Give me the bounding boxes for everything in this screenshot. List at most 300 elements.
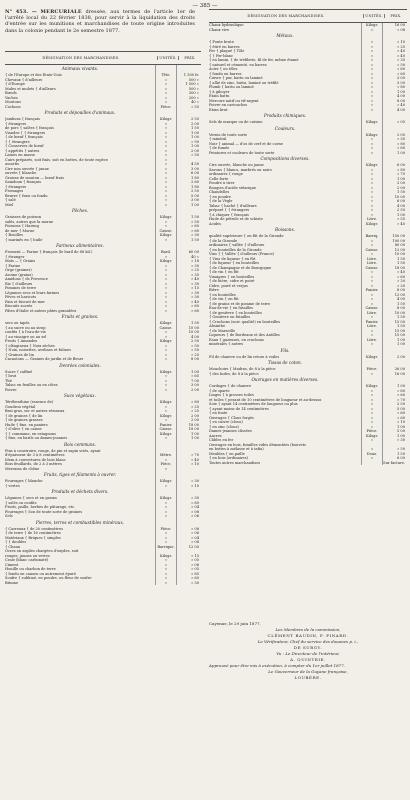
item-unit: » (155, 176, 176, 181)
item-unit: » (155, 467, 176, 472)
section-heading (209, 226, 407, 234)
item-label: Plomb { battu ou laminé (209, 85, 254, 89)
item-label: { étranger (5, 254, 25, 259)
item-unit: » (361, 28, 382, 33)
item-label: { { commune, en estagnons (5, 431, 56, 436)
item-label: Ocres en argiles chargées d'oxydes, soit (5, 549, 79, 553)
item-price: 1 50 (176, 321, 201, 326)
item-unit: » (361, 90, 382, 95)
item-unit (361, 125, 382, 133)
item-unit (155, 362, 176, 370)
item-unit: » (155, 291, 176, 296)
item-unit: » (155, 153, 176, 158)
item-unit: » (155, 87, 176, 92)
item-price: 1 50 (382, 190, 407, 195)
item-label: Brai gras, sec et autres résineux (5, 409, 65, 413)
item-label: { de bœuf { français (5, 135, 43, 139)
governor-label: Le Gouverneur de la Guyane française, (268, 669, 348, 674)
item-unit: » (361, 213, 382, 218)
item-unit: » (361, 99, 382, 104)
item-label: Froment — Farine { français (le baril de 88 kil.) (5, 250, 93, 254)
item-label: Fourrages { Son de toute sorte de graines (5, 509, 83, 514)
item-unit: » (361, 204, 382, 209)
item-label: { en cuivre (clous) (209, 420, 243, 424)
item-label: Huile de pétrole et de schiste (209, 217, 263, 221)
item-price: 4 00 (382, 94, 407, 99)
item-label: { Conserves de bœuf (5, 144, 44, 148)
item-unit: Pièce. (361, 367, 382, 372)
item-price: » 05 (176, 567, 201, 572)
item-unit: » (361, 239, 382, 244)
item-unit: » (361, 297, 382, 302)
item-price: 2 00 (176, 418, 201, 423)
item-unit: » (155, 149, 176, 154)
item-unit: » (155, 405, 176, 410)
item-price: » 80 (382, 168, 407, 173)
item-label: { brut (5, 374, 17, 378)
item-price: 2 00 (176, 388, 201, 393)
item-price: 1 00 (382, 177, 407, 182)
item-price: 2 00 (382, 133, 407, 138)
section-title: Boissons. (275, 227, 295, 232)
item-label: { de terre { de 16 centimètres (5, 531, 61, 535)
item-price: » 40 (382, 222, 407, 227)
item-unit: Baril. (155, 250, 176, 255)
item-price: 15 00 (382, 333, 407, 338)
item-price: » 50 (176, 153, 201, 158)
item-unit: » (361, 72, 382, 77)
section-heading (5, 392, 201, 400)
item-price: » 05 (382, 120, 407, 125)
item-price: 1 00 (382, 338, 407, 343)
item-unit: Kilogr. (361, 163, 382, 168)
item-label: Cuivre { pur, battu ou laminé (209, 76, 263, 80)
item-unit: Kilogr. (155, 554, 176, 559)
item-price: » 55 (382, 217, 407, 222)
item-label: { de l'Europe et des États-Unis (5, 73, 62, 77)
item-unit (155, 519, 176, 527)
item-label: Ancres (209, 433, 222, 438)
item-unit: Kilogr. (361, 222, 382, 227)
seen-label: Vu : Le Directeur de l'intérieur, (276, 651, 340, 656)
item-unit: » (361, 67, 382, 72)
item-price: 5 00 (176, 194, 201, 199)
item-unit: » (155, 514, 176, 519)
item-price: » 20 (382, 284, 407, 289)
item-price: » 35 (382, 58, 407, 63)
item-price: » 30 (176, 264, 201, 269)
item-unit: » (361, 279, 382, 284)
table-header (5, 51, 201, 65)
item-label: { de bière, cidre et poiré (209, 279, 255, 283)
item-price: 2 50 (176, 339, 201, 344)
section-heading (209, 112, 407, 120)
item-label: { de vin { en fût (209, 297, 239, 301)
item-label: Câbles en fer (209, 438, 234, 442)
item-unit: Kilogr. (155, 233, 176, 238)
item-unit: » (361, 108, 382, 113)
item-label: { à chiquer { français (209, 212, 249, 217)
item-price: » 30 (382, 438, 407, 443)
item-unit: » (155, 189, 176, 194)
item-price: 1 50 (176, 215, 201, 220)
item-label: Soufre { sublimé, en poudre, ou fleur de soufre (5, 576, 92, 580)
item-label: Cire ouvrée, blanche ou jaune (209, 163, 264, 167)
item-price: » 25 (176, 353, 201, 358)
item-unit: Kilogr. (155, 496, 176, 501)
item-unit: » (155, 418, 176, 423)
item-label: Thé (5, 378, 12, 383)
item-price: » 25 (176, 405, 201, 410)
table-row (5, 581, 201, 586)
item-unit: » (361, 329, 382, 334)
item-unit: Kilogr. (155, 414, 176, 419)
item-unit: Kilogr. (155, 339, 176, 344)
section-title: Compositions diverses. (260, 156, 310, 161)
item-label: Mouchoirs { Madras, de 8 à la pièce (209, 367, 276, 371)
item-unit: » (361, 411, 382, 416)
item-price: » 20 (382, 279, 407, 284)
item-price: 8 00 (382, 99, 407, 104)
item-unit: » (155, 162, 176, 167)
item-unit: » (155, 180, 176, 185)
item-unit: Pièce. (155, 105, 176, 110)
item-price: » 10 (382, 40, 407, 45)
item-label: Poivre en cartouches (209, 103, 248, 107)
item-unit: » (361, 94, 382, 99)
item-label: { de la Vègle (209, 199, 233, 203)
item-price: 1 00 (382, 213, 407, 218)
item-label: Poissons { Hareng (5, 224, 39, 228)
item-price: 8 00 (176, 357, 201, 362)
item-unit (155, 242, 176, 250)
item-unit: Caisse. (155, 427, 176, 432)
item-label: Avoine (grains) (5, 272, 33, 277)
item-unit: » (361, 58, 382, 63)
item-label: { étiré en barres (209, 44, 240, 49)
item-unit: » (155, 330, 176, 335)
item-unit: » (361, 275, 382, 280)
item-price: » 60 (176, 229, 201, 234)
item-label: Linges { à grosses toiles (209, 393, 254, 397)
item-price: 80 00 (382, 243, 407, 248)
item-unit: » (155, 268, 176, 273)
item-unit (155, 207, 176, 215)
item-price: » 30 (176, 581, 201, 586)
item-price: 16 00 (382, 372, 407, 377)
section-heading (5, 441, 201, 449)
item-unit: » (155, 96, 176, 101)
item-unit: Kilogr. (361, 133, 382, 138)
item-label: { de la Gironde (209, 238, 238, 243)
item-price: 16 00 (382, 23, 407, 28)
item-label: Chandelles (209, 190, 230, 194)
item-price: 12 00 (382, 293, 407, 298)
item-unit (361, 347, 382, 355)
item-unit: » (361, 284, 382, 289)
item-price: » 08 (176, 527, 201, 532)
item-unit: Caisse. (361, 248, 382, 253)
item-price (176, 488, 201, 496)
section-title: Pêches. (71, 208, 89, 213)
item-price: » 15 (176, 286, 201, 291)
item-unit: » (155, 484, 176, 489)
item-unit: » (155, 220, 176, 225)
section-title: Métaux. (276, 33, 294, 38)
item-unit: Kilogr. (361, 23, 382, 28)
item-price: 1 00 (176, 144, 201, 149)
item-label: Chaux hydraulique (209, 23, 244, 27)
section-heading (209, 359, 407, 367)
verifier-label: Le Vérificateur, Chef du service des douanes p. i., (257, 639, 359, 644)
item-unit: Caisse. (155, 229, 176, 234)
item-unit: » (155, 144, 176, 149)
item-label: { marinés en { huile (5, 237, 43, 242)
item-unit: » (155, 224, 176, 229)
item-label: Jambons { français (5, 117, 40, 121)
item-price (176, 65, 201, 73)
item-price: » 30 (176, 479, 201, 484)
item-price: » 18 (176, 259, 201, 264)
item-price: 1 50 (382, 315, 407, 320)
item-price: 1 00 (176, 432, 201, 437)
item-label: Sels de marque ou de cuisine (209, 120, 263, 124)
item-unit: » (155, 140, 176, 145)
item-label: Poivre (5, 387, 17, 392)
item-label: { au sucre ou au sirop (5, 325, 46, 330)
item-unit: » (361, 333, 382, 338)
item-price: » 70 (382, 172, 407, 177)
item-price: » 60 (176, 224, 201, 229)
item-unit: » (155, 505, 176, 510)
item-price: 3 00 (176, 383, 201, 388)
item-unit: Pièce. (361, 429, 382, 434)
item-label: de mer { Morue (5, 228, 35, 233)
section-heading (209, 155, 407, 163)
item-label: { oléagineux { Noix sèches (5, 343, 55, 348)
item-price: 1 00 (176, 436, 201, 441)
item-label: Cidre, poiré et verjus (209, 283, 248, 288)
item-label: Vernis de toute sorte (209, 132, 248, 137)
item-price: 5 00 (382, 407, 407, 412)
item-label: Bougies d'acide stéarique (209, 185, 257, 190)
item-unit: » (361, 438, 382, 443)
item-price: 500 » (176, 78, 201, 83)
item-unit: Kilogr. (155, 117, 176, 122)
item-label: Laines en masse (5, 153, 36, 157)
item-price (382, 112, 407, 120)
item-unit: » (361, 398, 382, 403)
item-unit: » (361, 186, 382, 191)
item-unit (155, 488, 176, 496)
item-label: Pain et biscuit de mer (5, 299, 45, 304)
item-unit: Kilogr. (361, 355, 382, 360)
item-unit: » (155, 567, 176, 572)
section-title: Fruits et graines. (61, 314, 99, 319)
item-label: { { doubles (5, 540, 27, 544)
item-price: 3 00 (176, 167, 201, 172)
item-price: » 85 (176, 572, 201, 577)
item-label: Colle forte (209, 176, 229, 181)
item-unit: Kilogr. (155, 479, 176, 484)
item-price: 4 00 (176, 335, 201, 340)
item-label: Chevaux { d'ailleurs (5, 77, 43, 82)
item-label: préparé { { étrangers (209, 208, 250, 212)
section-title: Tissus de coton. (267, 360, 303, 365)
item-label: { Genièvre en futailles (209, 315, 251, 319)
item-price: » 60 (382, 67, 407, 72)
section-title: Produits et déchets divers. (51, 489, 109, 494)
item-label: Sels (5, 514, 13, 518)
item-unit: » (361, 81, 382, 86)
item-unit: Tête. (155, 73, 176, 78)
item-label: { de genièvre { en bouteilles (209, 310, 262, 315)
item-unit: » (155, 581, 176, 586)
item-price: 6 00 (176, 171, 201, 176)
item-unit: » (155, 135, 176, 140)
item-price: 1 80 (176, 176, 201, 181)
item-label: Fourrages { blanche (5, 479, 43, 483)
item-price: » 30 (176, 282, 201, 287)
item-unit: Kilogr. (361, 384, 382, 389)
item-unit: » (155, 558, 176, 563)
item-price: » 40 (176, 300, 201, 305)
item-unit: » (361, 389, 382, 394)
item-label: { étrangers (5, 121, 27, 126)
item-price: 4 00 (382, 297, 407, 302)
item-label: { en bois (ordinaires) (209, 456, 249, 460)
item-price: 200 » (176, 96, 201, 101)
item-price (382, 347, 407, 355)
item-price: 1 50 (176, 126, 201, 131)
item-price: 18 00 (176, 423, 201, 428)
item-price: 1 00 (176, 135, 201, 140)
item-price: » 40 (382, 54, 407, 59)
item-label: Ciment (5, 562, 19, 567)
section-title: Bois communs. (63, 441, 97, 447)
item-label: { de fumée (209, 146, 230, 150)
item-unit: » (361, 146, 382, 151)
item-label: { Carreaux { de 20 centimètres (5, 526, 63, 531)
item-label: { Vins de liqueur { en fût (209, 256, 256, 261)
item-unit: Litre. (361, 338, 382, 343)
item-price: 1 500 fr. (176, 73, 201, 78)
item-label: d'épaisseur de 3 à 8 centimètres (5, 453, 65, 457)
item-label: Bœufs (5, 91, 17, 95)
item-price (176, 242, 201, 250)
item-unit: » (155, 167, 176, 172)
item-label: Pommes de terre (5, 286, 37, 290)
item-price: » 65 (176, 374, 201, 379)
item-price: 3 00 (382, 81, 407, 86)
item-price: » 05 (176, 558, 201, 563)
item-unit: » (155, 295, 176, 300)
item-unit: Kilogr. (155, 215, 176, 220)
item-label: { de Marseille (209, 328, 236, 333)
item-label: Soie { ayant 14 centimètres de longueur ou plus (209, 402, 298, 406)
page-number: — 385 — (192, 3, 218, 9)
item-price: » 60 (382, 275, 407, 280)
item-label: Légumes secs et leurs farines (5, 290, 60, 295)
item-unit: » (361, 372, 382, 377)
item-unit: Litre. (361, 257, 382, 262)
item-unit: » (361, 85, 382, 90)
item-label: { Graines de lin (5, 352, 34, 357)
item-label: { en lamin. { de tréfilerie, fil de fer, même étamé (209, 58, 299, 62)
item-unit: » (361, 302, 382, 307)
item-label: Bitume (5, 580, 19, 585)
item-label: Miel (5, 202, 14, 207)
item-label: Peintures et couleurs de toute sorte (209, 150, 275, 155)
item-unit: Kilogr. (155, 400, 176, 405)
table-header (209, 9, 407, 23)
item-label: Maïs — { Grains (5, 259, 36, 263)
item-unit: Kilogr. (155, 259, 176, 264)
section-heading (5, 109, 201, 117)
item-price: 4 00 (382, 108, 407, 113)
item-label: Craie (blanc carbonaté) (5, 558, 49, 562)
item-unit (155, 392, 176, 400)
item-unit (361, 112, 382, 120)
item-price: 1 00 (382, 151, 407, 156)
item-label: ouvrée { blanche (5, 171, 37, 175)
item-label: Absinthe (209, 324, 226, 328)
item-price: » 06 (176, 563, 201, 568)
item-price: » 10 (176, 462, 201, 467)
item-price (382, 226, 407, 234)
table-body (5, 65, 201, 585)
item-unit: Panier. (361, 288, 382, 293)
item-label: Orge (graines) (5, 268, 32, 272)
item-label: Saindoux { français (5, 180, 42, 184)
item-price (176, 519, 201, 527)
item-unit: » (155, 436, 176, 441)
item-label: Amidons { de Provence (5, 277, 48, 281)
item-price: » 60 (176, 304, 201, 309)
item-unit: » (361, 293, 382, 298)
section-title: Denrées coloniales. (59, 362, 101, 368)
item-label: Matériaux { Briques { simples (5, 535, 61, 540)
document-intro: dressée, aux termes de l'article 1er de l'arrêté local du 22 février 1838, pour servir à la liquidation des droits d'entrée sur les munitions et marchandises de toute origine introduites dans la colonie pendant le 2e semestre 1877. (5, 9, 195, 34)
item-price: 26 00 (382, 367, 407, 372)
item-unit (155, 65, 176, 73)
item-unit: » (361, 315, 382, 320)
item-price: 1 00 (382, 384, 407, 389)
item-label: Dames-jeannes clissées (209, 429, 252, 433)
item-price: 1 00 (382, 425, 407, 430)
item-unit: » (361, 456, 382, 461)
item-label: Cuirs préparés, soit finis, soit en bottes, de toute espèce (5, 157, 108, 162)
item-unit: » (155, 277, 176, 282)
item-price: » 50 (176, 344, 201, 349)
item-price (382, 359, 407, 367)
item-unit: Caisse. (155, 326, 176, 331)
item-unit: » (155, 379, 176, 384)
item-unit: Kilogr. (361, 434, 382, 439)
item-label: { Cruchons (suiv. qualité) en bouteilles (209, 319, 281, 324)
item-price: » 80 (382, 142, 407, 147)
item-price: » 60 (382, 72, 407, 77)
item-unit: » (361, 63, 382, 68)
item-price: » 70 (176, 453, 201, 458)
item-label: Huile { fine, en paniers (5, 422, 48, 427)
item-label: Vinaigres { en bouteilles (209, 274, 255, 279)
item-unit: » (361, 425, 382, 430)
item-label: { de grains et de pomme de terre (209, 301, 271, 306)
item-unit: Panier. (361, 320, 382, 325)
item-label: secs ou tapés (5, 321, 30, 325)
item-label: { de sparte (209, 388, 230, 393)
